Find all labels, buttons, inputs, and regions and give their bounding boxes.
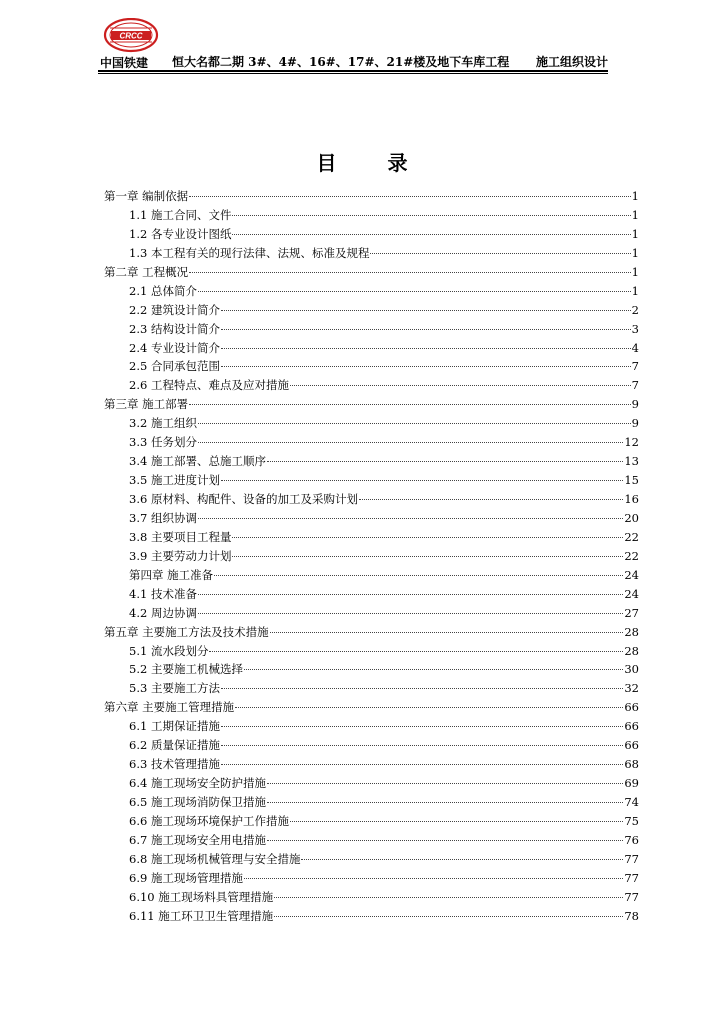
- toc-entry[interactable]: [104, 755, 639, 774]
- toc-entry-title: 1.2 各专业设计图纸: [129, 226, 232, 241]
- toc-leader-dots: [198, 291, 631, 292]
- toc-entry-page: 1: [631, 264, 639, 279]
- toc-entry-page: 1: [631, 207, 639, 222]
- toc-entry-page: 77: [624, 889, 639, 904]
- toc-entry-title: 6.1 工期保证措施: [129, 719, 220, 734]
- toc-leader-dots: [235, 707, 623, 708]
- toc-leader-dots: [232, 215, 630, 216]
- table-of-contents: [104, 187, 639, 926]
- toc-entry-page: 74: [624, 795, 639, 809]
- toc-entry-title: 3.4 施工部署、总施工顺序: [129, 454, 266, 469]
- toc-entry[interactable]: [104, 774, 639, 793]
- toc-entry-title: 6.7 施工现场安全用电措施: [129, 832, 266, 847]
- toc-entry-page: 9: [631, 416, 639, 431]
- toc-entry-page: 7: [631, 378, 639, 393]
- toc-entry[interactable]: [104, 433, 639, 452]
- toc-entry[interactable]: [104, 698, 639, 717]
- toc-entry[interactable]: [104, 339, 639, 358]
- toc-entry-title: 5.3 主要施工方法: [129, 681, 220, 696]
- toc-entry-title: 2.6 工程特点、难点及应对措施: [129, 378, 289, 393]
- toc-entry-title: 6.11 施工环卫卫生管理措施: [129, 908, 274, 923]
- toc-leader-dots: [221, 726, 623, 727]
- toc-entry-page: 1: [631, 283, 639, 298]
- toc-leader-dots: [232, 556, 623, 557]
- toc-entry[interactable]: [104, 528, 639, 547]
- toc-entry-page: 22: [624, 548, 639, 563]
- toc-entry-title: 6.5 施工现场消防保卫措施: [129, 795, 266, 809]
- header-rule: [98, 70, 608, 72]
- toc-leader-dots: [221, 310, 631, 311]
- toc-entry-page: 22: [624, 529, 639, 544]
- toc-leader-dots: [267, 783, 623, 784]
- toc-entry-title: 6.2 质量保证措施: [129, 738, 220, 753]
- toc-leader-dots: [290, 821, 623, 822]
- toc-entry-page: 75: [624, 813, 639, 828]
- toc-entry[interactable]: [104, 888, 639, 907]
- toc-leader-dots: [214, 575, 623, 576]
- toc-leader-dots: [189, 404, 631, 405]
- document-title: 施工组织设计: [535, 55, 608, 69]
- toc-entry[interactable]: [104, 395, 639, 414]
- toc-entry-page: 1: [631, 226, 639, 241]
- toc-entry-title: 3.7 组织协调: [129, 510, 197, 525]
- toc-entry-title: 5.2 主要施工机械选择: [129, 662, 243, 677]
- toc-entry-page: 76: [624, 832, 639, 847]
- toc-entry-page: 1: [631, 189, 639, 203]
- toc-entry[interactable]: [104, 850, 639, 869]
- toc-entry-page: 20: [624, 510, 639, 525]
- toc-entry-page: 66: [624, 719, 639, 734]
- toc-leader-dots: [189, 196, 631, 197]
- toc-entry-page: 68: [624, 757, 639, 772]
- toc-entry-title: 第四章 施工准备: [129, 567, 214, 582]
- logo-mark-text: CRCC: [119, 31, 143, 41]
- toc-entry[interactable]: [104, 717, 639, 736]
- toc-entry-page: 77: [624, 851, 639, 866]
- toc-leader-dots: [198, 423, 631, 424]
- toc-entry-title: 1.1 施工合同、文件: [129, 207, 232, 222]
- toc-entry-title: 第二章 工程概况: [104, 264, 189, 279]
- toc-entry-title: 第一章 编制依据: [104, 189, 189, 203]
- toc-leader-dots: [244, 878, 623, 879]
- toc-entry-page: 15: [624, 473, 639, 488]
- header-rule-thin: [98, 73, 608, 74]
- toc-entry-title: 6.9 施工现场管理措施: [129, 870, 243, 885]
- toc-leader-dots: [267, 840, 623, 841]
- toc-entry[interactable]: [104, 301, 639, 320]
- toc-entry-title: 3.8 主要项目工程量: [129, 529, 232, 544]
- toc-entry-page: 7: [631, 359, 639, 374]
- page-header: [98, 18, 608, 70]
- toc-entry[interactable]: [104, 471, 639, 490]
- toc-leader-dots: [198, 518, 623, 519]
- toc-leader-dots: [274, 916, 623, 917]
- toc-entry[interactable]: [104, 547, 639, 566]
- toc-entry-page: 66: [624, 738, 639, 753]
- toc-entry-page: 12: [624, 435, 639, 450]
- toc-entry[interactable]: [104, 793, 639, 812]
- toc-heading: 目 录: [316, 151, 430, 175]
- toc-entry[interactable]: [104, 509, 639, 528]
- toc-entry-title: 第五章 主要施工方法及技术措施: [104, 624, 269, 639]
- toc-entry[interactable]: [104, 566, 639, 585]
- toc-leader-dots: [370, 253, 630, 254]
- toc-entry-page: 1: [631, 245, 639, 260]
- toc-entry-title: 2.1 总体简介: [129, 283, 197, 298]
- toc-entry[interactable]: [104, 490, 639, 509]
- toc-entry-title: 6.3 技术管理措施: [129, 757, 220, 772]
- toc-entry[interactable]: [104, 244, 639, 263]
- toc-entry[interactable]: [104, 585, 639, 604]
- toc-leader-dots: [221, 329, 631, 330]
- toc-leader-dots: [221, 480, 623, 481]
- toc-entry-page: 9: [631, 397, 639, 412]
- toc-entry-title: 6.4 施工现场安全防护措施: [129, 776, 266, 791]
- toc-leader-dots: [290, 385, 631, 386]
- toc-leader-dots: [244, 669, 623, 670]
- toc-entry-title: 4.2 周边协调: [129, 605, 197, 620]
- toc-entry-title: 5.1 流水段划分: [129, 643, 209, 658]
- toc-entry-title: 3.9 主要劳动力计划: [129, 548, 232, 563]
- toc-entry-title: 2.2 建筑设计简介: [129, 302, 220, 317]
- toc-entry-title: 2.3 结构设计简介: [129, 321, 220, 336]
- toc-entry-title: 4.1 技术准备: [129, 586, 197, 601]
- toc-entry-page: 16: [624, 492, 639, 506]
- toc-entry-title: 2.5 合同承包范围: [129, 359, 220, 374]
- toc-entry-title: 3.6 原材料、构配件、设备的加工及采购计划: [129, 492, 358, 506]
- toc-entry-page: 24: [624, 567, 639, 582]
- logo-company-name: 中国铁建: [100, 56, 149, 70]
- toc-leader-dots: [221, 348, 631, 349]
- toc-leader-dots: [232, 234, 630, 235]
- toc-entry-page: 2: [631, 302, 639, 317]
- toc-entry[interactable]: [104, 642, 639, 661]
- toc-entry-page: 28: [624, 624, 639, 639]
- toc-entry-page: 78: [624, 908, 639, 923]
- toc-entry-title: 3.3 任务划分: [129, 435, 197, 450]
- toc-entry-page: 69: [624, 776, 639, 791]
- toc-entry-page: 13: [624, 454, 639, 469]
- toc-leader-dots: [267, 802, 623, 803]
- toc-entry-title: 3.5 施工进度计划: [129, 473, 220, 488]
- toc-leader-dots: [189, 272, 631, 273]
- toc-entry[interactable]: [104, 452, 639, 471]
- toc-entry-title: 第六章 主要施工管理措施: [104, 700, 235, 715]
- toc-entry[interactable]: [104, 869, 639, 888]
- toc-leader-dots: [267, 461, 623, 462]
- toc-entry[interactable]: [104, 907, 639, 926]
- toc-entry-title: 2.4 专业设计简介: [129, 340, 220, 355]
- toc-leader-dots: [232, 537, 623, 538]
- toc-entry-page: 28: [624, 643, 639, 658]
- toc-leader-dots: [270, 632, 624, 633]
- toc-entry[interactable]: [104, 206, 639, 225]
- toc-leader-dots: [198, 613, 623, 614]
- toc-entry[interactable]: [104, 357, 639, 376]
- toc-leader-dots: [198, 594, 623, 595]
- toc-leader-dots: [198, 442, 623, 443]
- toc-entry[interactable]: [104, 414, 639, 433]
- toc-entry-title: 1.3 本工程有关的现行法律、法规、标准及规程: [129, 245, 370, 260]
- toc-entry-page: 32: [624, 681, 639, 696]
- toc-entry[interactable]: [104, 225, 639, 244]
- toc-leader-dots: [209, 651, 623, 652]
- toc-leader-dots: [359, 499, 623, 500]
- toc-entry-page: 4: [631, 340, 639, 355]
- toc-entry[interactable]: [104, 736, 639, 755]
- toc-entry-page: 3: [631, 321, 639, 336]
- toc-entry-title: 6.10 施工现场料具管理措施: [129, 889, 274, 904]
- toc-entry[interactable]: [104, 660, 639, 679]
- toc-entry-page: 66: [624, 700, 639, 715]
- toc-leader-dots: [274, 897, 623, 898]
- toc-entry[interactable]: [104, 831, 639, 850]
- toc-leader-dots: [221, 745, 623, 746]
- toc-entry[interactable]: [104, 320, 639, 339]
- project-title: 恒大名都二期 3#、4#、16#、17#、21#楼及地下车库工程: [172, 55, 510, 69]
- toc-leader-dots: [301, 859, 623, 860]
- toc-entry[interactable]: [104, 604, 639, 623]
- toc-entry-title: 6.6 施工现场环境保护工作措施: [129, 813, 289, 828]
- toc-entry-page: 27: [624, 605, 639, 620]
- toc-leader-dots: [221, 764, 623, 765]
- crcc-logo: [98, 18, 166, 70]
- toc-entry[interactable]: [104, 376, 639, 395]
- toc-leader-dots: [221, 366, 631, 367]
- toc-entry-page: 30: [624, 662, 639, 677]
- toc-entry[interactable]: [104, 623, 639, 642]
- toc-entry-title: 6.8 施工现场机械管理与安全措施: [129, 851, 301, 866]
- toc-entry[interactable]: [104, 263, 639, 282]
- toc-entry[interactable]: [104, 679, 639, 698]
- toc-entry[interactable]: [104, 187, 639, 206]
- toc-entry-title: 第三章 施工部署: [104, 397, 189, 412]
- toc-entry[interactable]: [104, 282, 639, 301]
- toc-entry[interactable]: [104, 812, 639, 831]
- crcc-logo-icon: [102, 18, 160, 54]
- toc-entry-page: 77: [624, 870, 639, 885]
- toc-entry-page: 24: [624, 586, 639, 601]
- toc-leader-dots: [221, 688, 623, 689]
- toc-entry-title: 3.2 施工组织: [129, 416, 197, 431]
